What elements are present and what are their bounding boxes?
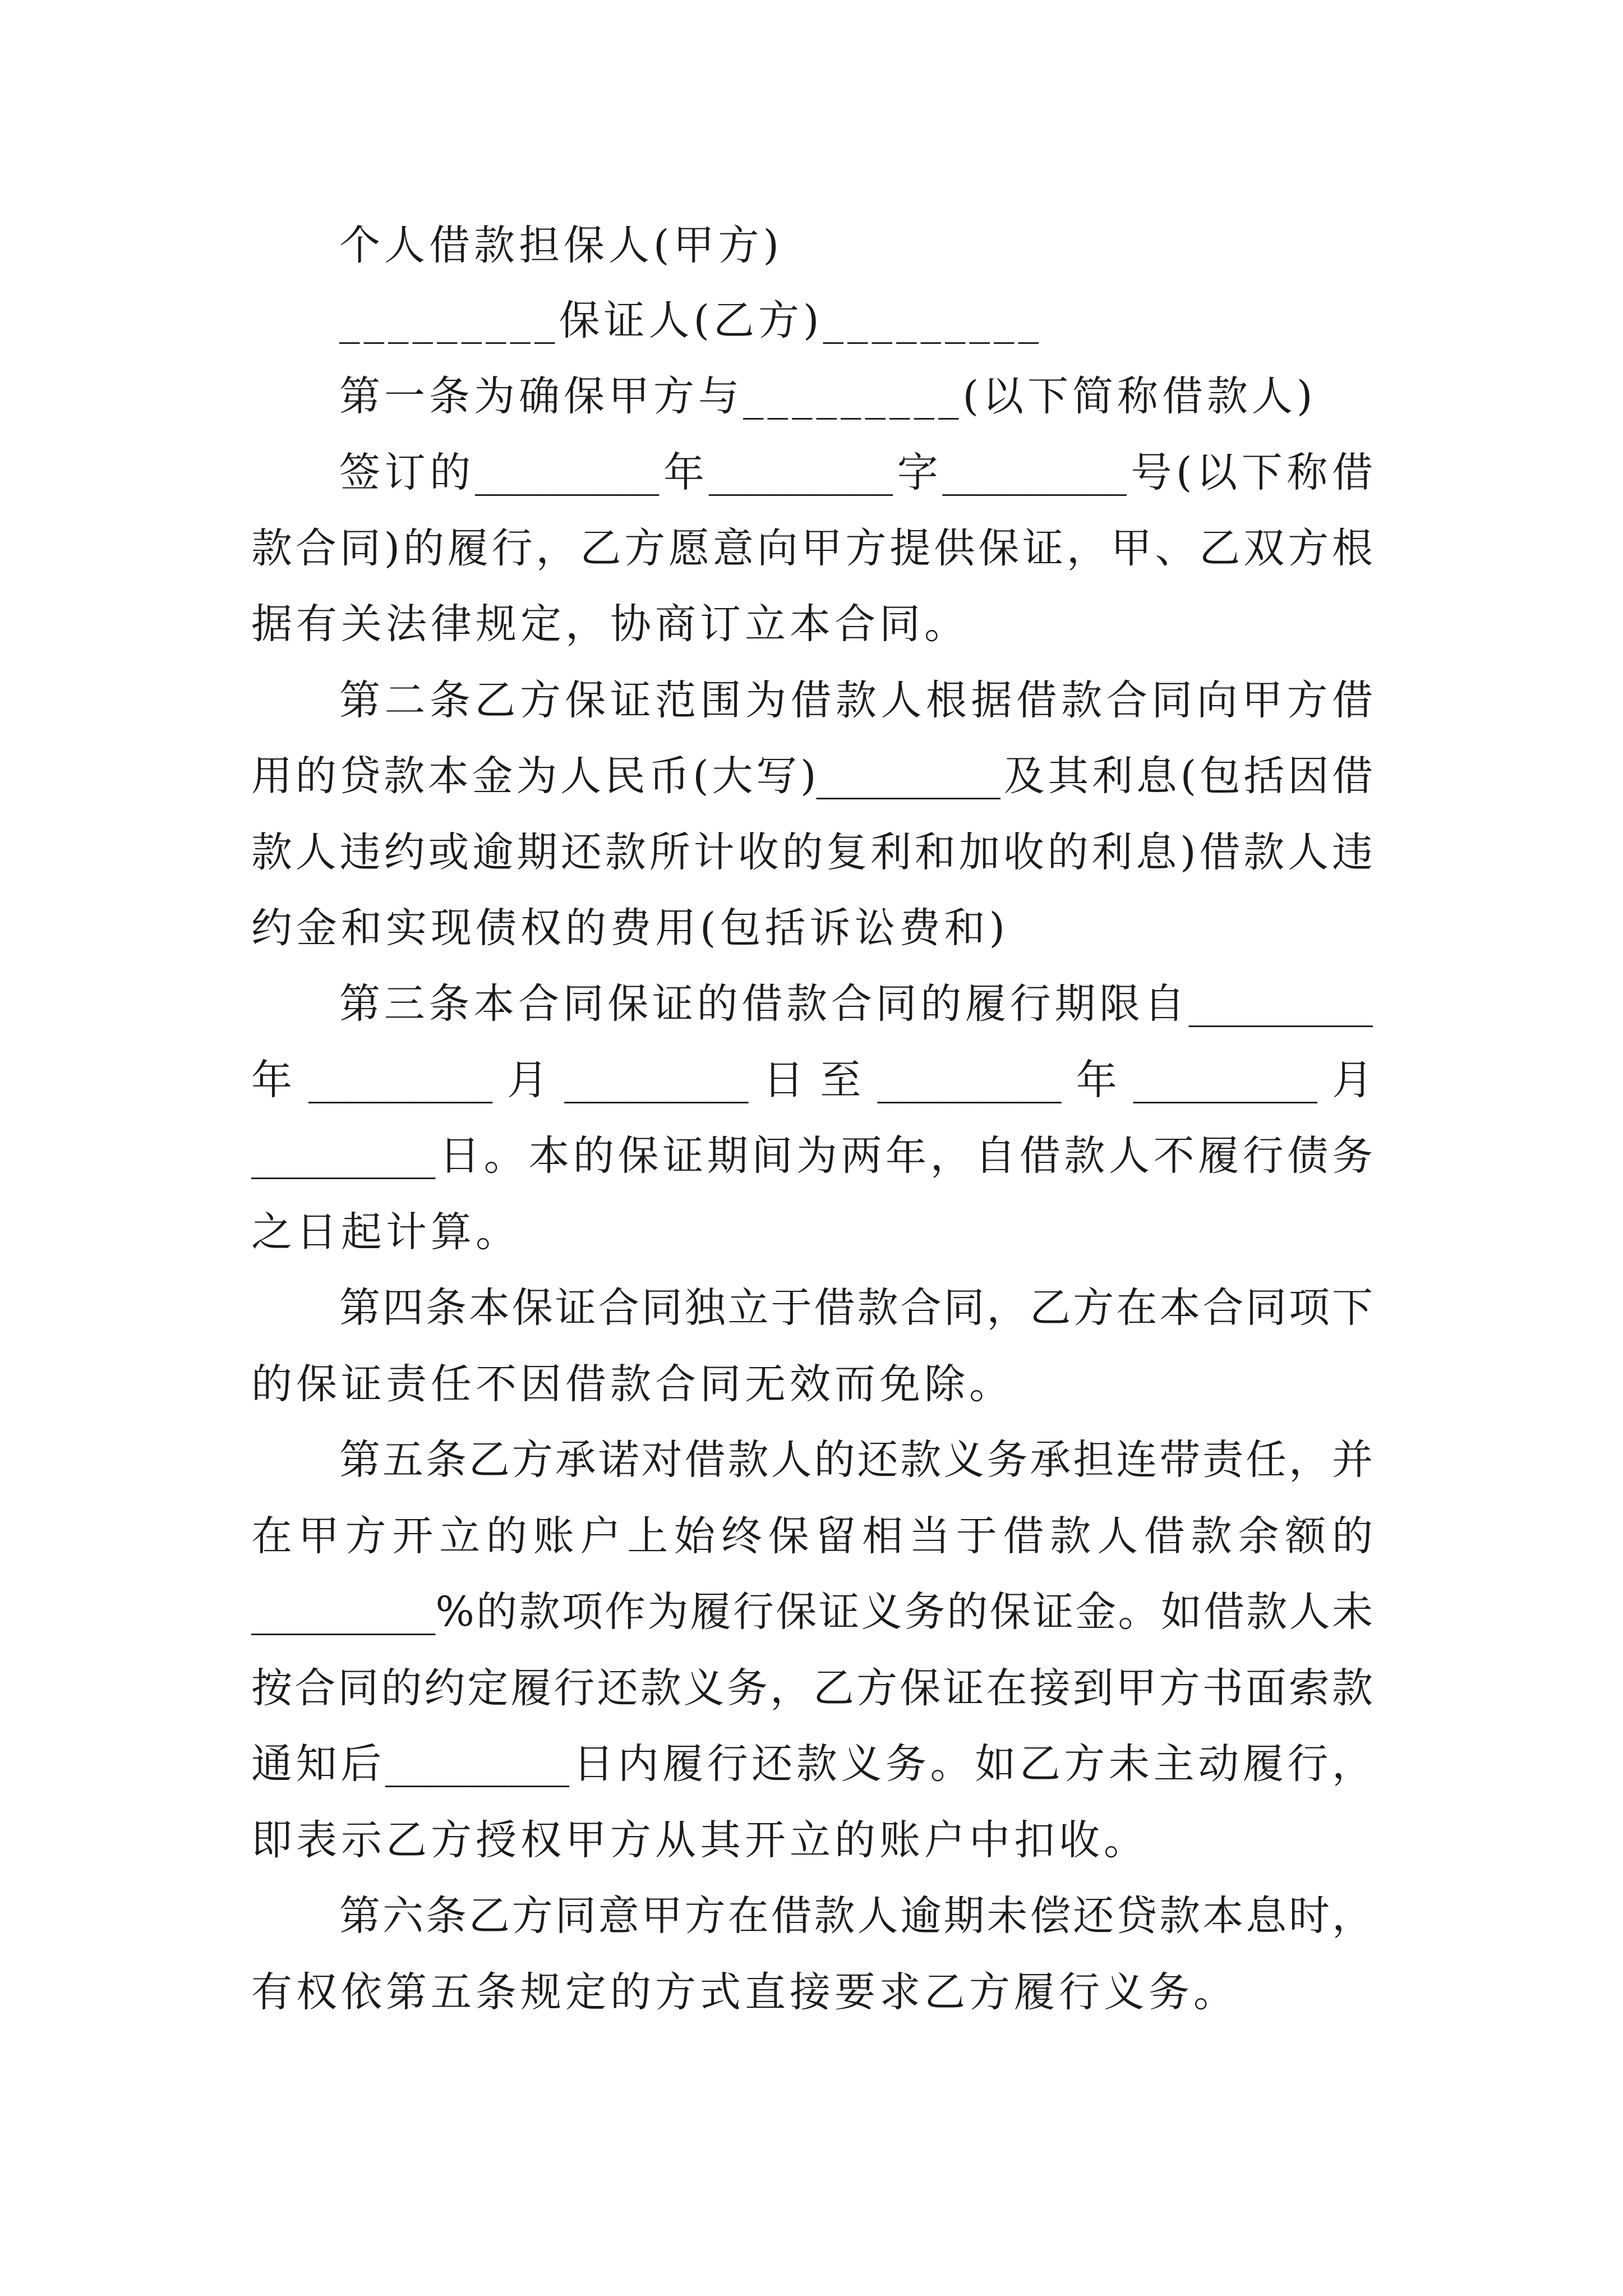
article-4-line-1: 第四条本保证合同独立于借款合同，乙方在本合同项下 (339, 1284, 1373, 1332)
article-1-line-2: 签订的_________年_________字_________号(以下称借 (339, 449, 1373, 496)
article-2-line-4: 约金和实现债权的费用(包括诉讼费和) (251, 904, 1009, 952)
article-4-line-2: 的保证责任不因借款合同无效而免除。 (251, 1360, 1014, 1408)
party-b-line: _________保证人(乙方)_________ (339, 297, 1043, 344)
article-1-line-1: 第一条为确保甲方与_________(以下简称借款人) (339, 372, 1317, 420)
article-5-line-6: 即表示乙方授权甲方从其开立的账户中扣收。 (251, 1816, 1149, 1864)
article-2-line-1: 第二条乙方保证范围为借款人根据借款合同向甲方借 (339, 677, 1373, 724)
article-5-line-3: _________%的款项作为履行保证义务的保证金。如借款人未 (251, 1588, 1373, 1636)
article-1-line-3: 款合同)的履行，乙方愿意向甲方提供保证，甲、乙双方根 (251, 524, 1373, 572)
article-3-line-4: 之日起计算。 (251, 1208, 520, 1256)
article-5-line-5: 通知后_________日内履行还款义务。如乙方未主动履行， (251, 1740, 1373, 1788)
article-2-line-2: 用的贷款本金为人民币(大写)_________及其利息(包括因借 (251, 752, 1373, 800)
article-3-line-3: _________日。本的保证期间为两年，自借款人不履行债务 (251, 1132, 1373, 1180)
article-3-line-2: 年 _________ 月 _________ 日 至 _________ 年 _________ 月 (251, 1056, 1373, 1104)
article-1-line-4: 据有关法律规定，协商订立本合同。 (251, 600, 969, 648)
party-a-line: 个人借款担保人(甲方) (339, 222, 783, 269)
article-5-line-1: 第五条乙方承诺对借款人的还款义务承担连带责任，并 (339, 1436, 1373, 1484)
article-6-line-2: 有权依第五条规定的方式直接要求乙方履行义务。 (251, 1968, 1238, 2016)
article-6-line-1: 第六条乙方同意甲方在借款人逾期未偿还贷款本息时， (339, 1892, 1373, 1940)
article-5-line-4: 按合同的约定履行还款义务，乙方保证在接到甲方书面索款 (251, 1664, 1373, 1712)
article-5-line-2: 在甲方开立的账户上始终保留相当于借款人借款余额的 (251, 1512, 1373, 1560)
article-2-line-3: 款人违约或逾期还款所计收的复利和加收的利息)借款人违 (251, 829, 1373, 876)
article-3-line-1: 第三条本合同保证的借款合同的履行期限自_________ (339, 980, 1373, 1028)
